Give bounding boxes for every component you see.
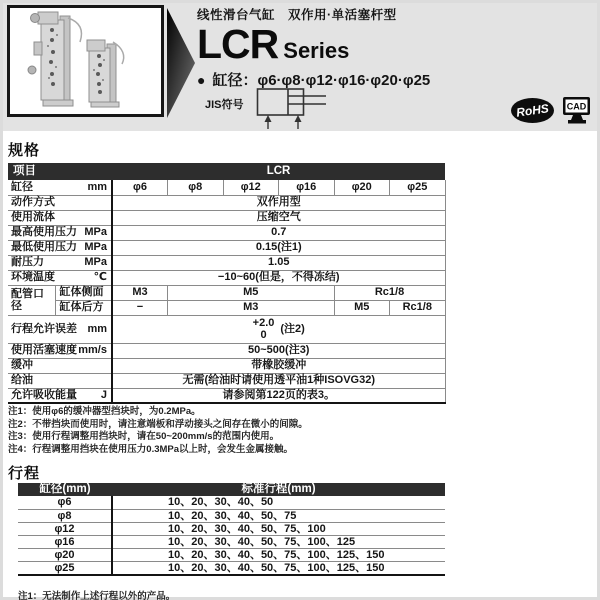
rohs-badge-icon	[510, 97, 555, 124]
spec-value-cell: −10~60(但是，不得冻结)	[112, 270, 445, 285]
spec-value-cell: M3	[112, 285, 168, 300]
stroke-bore-cell: φ8	[18, 509, 112, 522]
spec-value-cell: 50~500(注3)	[112, 343, 445, 358]
table-row	[8, 285, 445, 300]
note-line: 注1：使用φ6的缓冲器型挡块时，为0.2MPa。	[8, 406, 201, 417]
spec-label: 配管口径	[11, 287, 44, 312]
spec-value-cell: 压缩空气	[112, 210, 445, 225]
table-row	[18, 548, 445, 561]
spec-header-row	[8, 163, 445, 180]
spec-value-cell: 1.05	[112, 255, 445, 270]
series-suffix: Series	[283, 38, 350, 63]
stroke-tolerance	[113, 317, 445, 341]
spec-label-cell	[8, 388, 112, 403]
spec-label-cell	[8, 240, 112, 255]
spec-label: 使用流体	[11, 211, 55, 224]
spec-label: 缸径	[11, 181, 33, 194]
spec-unit: ℃	[93, 271, 107, 284]
spec-value-cell: φ12	[223, 180, 279, 195]
spec-value-cell: 请参阅第122页的表3。	[112, 388, 445, 403]
svg-text:RoHS: RoHS	[515, 101, 550, 120]
spec-label-cell	[8, 358, 112, 373]
stroke-bore-cell: φ12	[18, 522, 112, 535]
table-row	[8, 270, 445, 285]
spec-label-cell	[8, 373, 112, 388]
bore-size-text: 缸径：φ6·φ8·φ12·φ16·φ20·φ25	[212, 72, 431, 90]
header-band	[3, 3, 597, 131]
spec-label-cell	[8, 180, 112, 195]
jis-symbol-block	[205, 83, 328, 131]
product-photo-image	[10, 8, 161, 114]
spec-header-series-cell: LCR	[112, 163, 445, 180]
table-row	[18, 522, 445, 535]
product-photo	[7, 5, 164, 117]
spec-unit: MPa	[84, 226, 107, 239]
spec-label-cell	[8, 270, 112, 285]
spec-value-cell: −	[112, 300, 168, 315]
table-row	[8, 300, 445, 315]
spec-value-cell: φ20	[334, 180, 390, 195]
product-subtitle: 线性滑台气缸 双作用·单活塞杆型	[197, 8, 397, 22]
stroke-bore-cell: φ6	[18, 496, 112, 509]
spec-label: 耐压力	[11, 256, 44, 269]
tolerance-upper: +2.0	[252, 317, 275, 329]
spec-label: 给油	[11, 374, 33, 387]
svg-text:CAD: CAD	[566, 101, 587, 112]
table-row	[8, 343, 445, 358]
stroke-values-cell: 10、20、30、40、50、75	[112, 509, 445, 522]
spec-label: 使用活塞速度	[11, 344, 77, 357]
title-block	[197, 5, 430, 90]
spec-label-cell	[8, 285, 55, 315]
table-row	[8, 195, 445, 210]
spec-value-cell: φ6	[112, 180, 168, 195]
spec-label-cell	[8, 255, 112, 270]
spec-header-item-cell: 项目	[8, 163, 112, 180]
table-row	[18, 496, 445, 509]
stroke-table	[18, 483, 445, 576]
stroke-bore-cell: φ25	[18, 561, 112, 575]
spec-label: 最低使用压力	[11, 241, 77, 254]
spec-label: 最高使用压力	[11, 226, 77, 239]
spec-value-cell: 0.7	[112, 225, 445, 240]
note-line: 注4：行程调整用挡块在使用压力0.3MPa以上时，会发生金属接触。	[8, 443, 294, 455]
spec-value-cell: M5	[168, 285, 335, 300]
spec-unit: MPa	[84, 241, 107, 254]
spec-value-cell: Rc1/8	[390, 300, 446, 315]
stroke-values-cell: 10、20、30、40、50、75、100、125	[112, 535, 445, 548]
spec-label-cell	[8, 210, 112, 225]
table-row	[8, 315, 445, 343]
spec-value-cell: M3	[168, 300, 335, 315]
spec-label-cell	[8, 343, 112, 358]
spec-value-cell: φ25	[390, 180, 446, 195]
triangle-arrow-icon	[167, 8, 195, 118]
tolerance-note: (注2)	[280, 322, 305, 335]
spec-label-cell	[8, 225, 112, 240]
stroke-header-bore: 缸径(mm)	[18, 483, 112, 496]
table-row	[8, 388, 445, 403]
stroke-section-title: 行程	[8, 465, 41, 482]
tolerance-lower: 0	[260, 329, 267, 341]
piping-sub-label: 缸体侧面	[55, 285, 112, 300]
table-row	[8, 180, 445, 195]
spec-unit: J	[100, 389, 107, 402]
table-row	[8, 255, 445, 270]
piping-sub-label: 缸体后方	[55, 300, 112, 315]
table-row	[8, 240, 445, 255]
spec-label-cell	[8, 315, 112, 343]
spec-table	[8, 163, 446, 404]
tolerance-value-cell	[112, 315, 445, 343]
note-line: 注3：使用行程调整用挡块时，请在50~200mm/s的范围内使用。	[8, 431, 280, 442]
spec-value-cell: φ16	[279, 180, 335, 195]
spec-value-cell: 双作用型	[112, 195, 445, 210]
table-row	[18, 535, 445, 548]
table-row	[8, 225, 445, 240]
spec-value-cell: 无需(给油时请使用透平油1种ISOVG32)	[112, 373, 445, 388]
stroke-header-strokes: 标准行程(mm)	[112, 483, 445, 496]
spec-label: 动作方式	[11, 196, 55, 209]
series-title-line	[197, 23, 430, 66]
stroke-note: 注1：无法制作上述行程以外的产品。	[18, 591, 176, 600]
table-row	[18, 561, 445, 575]
spec-value-cell: M5	[334, 300, 390, 315]
stroke-bore-cell: φ16	[18, 535, 112, 548]
jis-symbol-label: JIS符号	[205, 99, 244, 111]
cad-badge-icon	[562, 96, 592, 125]
bullet-icon: ●	[197, 71, 206, 88]
spec-value-cell: Rc1/8	[334, 285, 445, 300]
stroke-header-row	[18, 483, 445, 496]
spec-value-cell: φ8	[168, 180, 224, 195]
spec-unit: mm	[87, 181, 107, 194]
spec-unit: mm/s	[78, 344, 107, 357]
series-name: LCR	[197, 21, 279, 67]
spec-section-title: 规格	[8, 142, 41, 159]
table-row	[8, 210, 445, 225]
spec-value-cell: 0.15(注1)	[112, 240, 445, 255]
table-row	[18, 509, 445, 522]
spec-label: 环境温度	[11, 271, 55, 284]
note-line: 注2：不带挡块而使用时，请注意端板和浮动接头之间存在微小的间隙。	[8, 418, 308, 430]
spec-label: 缓冲	[11, 359, 33, 372]
stroke-values-cell: 10、20、30、40、50、75、100、125、150	[112, 561, 445, 575]
stroke-bore-cell: φ20	[18, 548, 112, 561]
spec-value-cell: 带橡胶缓冲	[112, 358, 445, 373]
spec-notes	[8, 406, 308, 456]
spec-label: 允许吸收能量	[11, 389, 77, 402]
pneumatic-cylinder-symbol-icon	[256, 83, 328, 131]
table-row	[8, 358, 445, 373]
table-row	[8, 373, 445, 388]
spec-unit: mm	[87, 322, 107, 335]
spec-unit: MPa	[84, 256, 107, 269]
stroke-values-cell: 10、20、30、40、50	[112, 496, 445, 509]
spec-label: 行程允许误差	[11, 322, 77, 335]
stroke-values-cell: 10、20、30、40、50、75、100、125、150	[112, 548, 445, 561]
spec-label-cell	[8, 195, 112, 210]
stroke-values-cell: 10、20、30、40、50、75、100	[112, 522, 445, 535]
certification-badges	[510, 96, 592, 125]
